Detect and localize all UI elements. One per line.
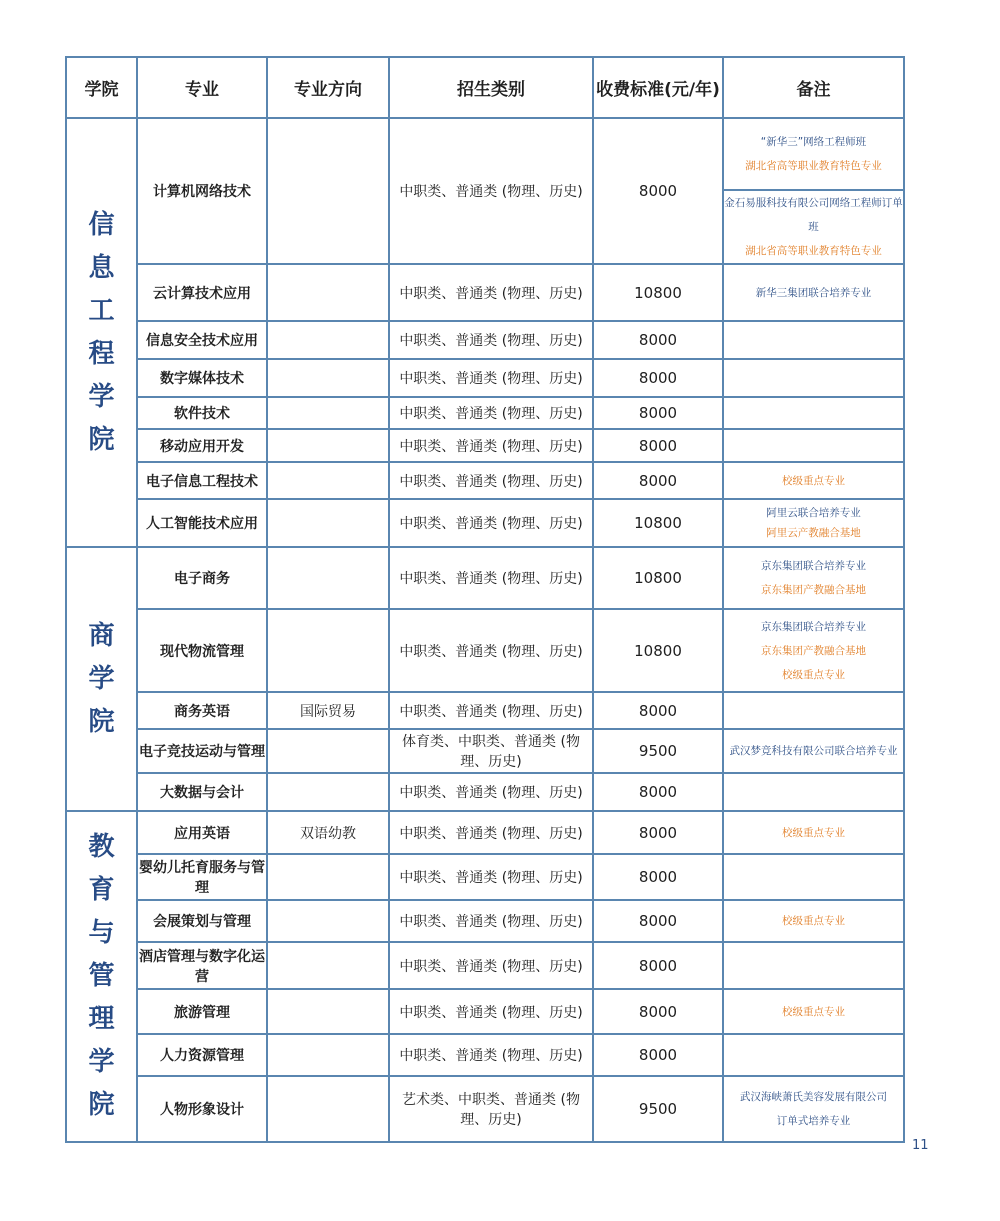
direction-cell xyxy=(267,429,389,462)
category-cell: 艺术类、中职类、普通类 (物理、历史) xyxy=(389,1076,593,1142)
note-cell xyxy=(723,547,904,609)
note-cell xyxy=(723,429,904,462)
note-cell xyxy=(723,900,904,942)
note-cell xyxy=(723,321,904,359)
header-major: 专业 xyxy=(137,57,267,118)
major-cell: 大数据与会计 xyxy=(137,773,267,811)
note-cell xyxy=(723,118,904,190)
note-line: 京东集团产教融合基地 xyxy=(761,584,866,596)
direction-cell xyxy=(267,499,389,547)
table-row xyxy=(66,499,904,547)
note-line: 京东集团联合培养专业 xyxy=(761,620,866,633)
direction-cell xyxy=(267,118,389,264)
category-cell: 中职类、普通类 (物理、历史) xyxy=(389,773,593,811)
major-cell: 婴幼儿托育服务与管理 xyxy=(137,854,267,900)
table-row xyxy=(66,118,904,190)
major-cell: 软件技术 xyxy=(137,397,267,429)
note-line: 京东集团产教融合基地 xyxy=(761,644,866,657)
direction-cell xyxy=(267,321,389,359)
header-fee: 收费标准(元/年) xyxy=(593,57,723,118)
note-cell xyxy=(723,773,904,811)
table-row xyxy=(66,811,904,854)
direction-cell xyxy=(267,1034,389,1076)
major-cell: 现代物流管理 xyxy=(137,609,267,692)
note-cell xyxy=(723,499,904,547)
note-cell xyxy=(723,190,904,264)
major-cell: 移动应用开发 xyxy=(137,429,267,462)
fee-cell: 9500 xyxy=(593,1076,723,1142)
major-cell: 会展策划与管理 xyxy=(137,900,267,942)
category-cell: 中职类、普通类 (物理、历史) xyxy=(389,397,593,429)
category-cell: 中职类、普通类 (物理、历史) xyxy=(389,499,593,547)
fee-cell: 9500 xyxy=(593,729,723,773)
table-row xyxy=(66,429,904,462)
table-row xyxy=(66,989,904,1034)
table-row xyxy=(66,321,904,359)
college-business: 商学院 xyxy=(66,547,137,811)
table-row xyxy=(66,900,904,942)
tuition-table xyxy=(65,56,905,1143)
category-cell: 中职类、普通类 (物理、历史) xyxy=(389,989,593,1034)
category-cell: 中职类、普通类 (物理、历史) xyxy=(389,264,593,321)
table-row xyxy=(66,397,904,429)
note-cell xyxy=(723,264,904,321)
fee-cell: 10800 xyxy=(593,547,723,609)
category-cell: 中职类、普通类 (物理、历史) xyxy=(389,1034,593,1076)
direction-cell xyxy=(267,854,389,900)
major-cell: 人力资源管理 xyxy=(137,1034,267,1076)
fee-cell: 8000 xyxy=(593,118,723,264)
table-row xyxy=(66,609,904,692)
fee-cell: 8000 xyxy=(593,854,723,900)
note-line: 阿里云产教融合基地 xyxy=(766,527,861,539)
major-cell: 电子商务 xyxy=(137,547,267,609)
note-cell xyxy=(723,609,904,692)
category-cell: 中职类、普通类 (物理、历史) xyxy=(389,609,593,692)
major-cell: 旅游管理 xyxy=(137,989,267,1034)
major-cell: 酒店管理与数字化运营 xyxy=(137,942,267,989)
fee-cell: 8000 xyxy=(593,359,723,397)
note-line: “新华三”网络工程师班 xyxy=(760,136,867,148)
note-line: 新华三集团联合培养专业 xyxy=(755,286,872,299)
direction-cell xyxy=(267,359,389,397)
direction-cell xyxy=(267,900,389,942)
fee-cell: 8000 xyxy=(593,397,723,429)
direction-cell xyxy=(267,264,389,321)
fee-cell: 8000 xyxy=(593,1034,723,1076)
note-line: 湖北省高等职业教育特色专业 xyxy=(745,160,882,172)
category-cell: 中职类、普通类 (物理、历史) xyxy=(389,547,593,609)
table-row xyxy=(66,547,904,609)
category-cell: 中职类、普通类 (物理、历史) xyxy=(389,321,593,359)
category-cell: 中职类、普通类 (物理、历史) xyxy=(389,462,593,499)
category-cell: 中职类、普通类 (物理、历史) xyxy=(389,900,593,942)
college-education-management: 教育与管理学院 xyxy=(66,811,137,1142)
fee-cell: 8000 xyxy=(593,692,723,729)
major-cell: 应用英语 xyxy=(137,811,267,854)
note-cell xyxy=(723,989,904,1034)
note-cell xyxy=(723,1034,904,1076)
category-cell: 体育类、中职类、普通类 (物理、历史) xyxy=(389,729,593,773)
major-cell: 人物形象设计 xyxy=(137,1076,267,1142)
table-row xyxy=(66,1076,904,1142)
major-cell: 数字媒体技术 xyxy=(137,359,267,397)
direction-cell xyxy=(267,729,389,773)
category-cell: 中职类、普通类 (物理、历史) xyxy=(389,429,593,462)
major-cell: 人工智能技术应用 xyxy=(137,499,267,547)
note-line: 订单式培养专业 xyxy=(776,1115,851,1127)
header-college: 学院 xyxy=(66,57,137,118)
fee-cell: 8000 xyxy=(593,773,723,811)
note-line: 校级重点专业 xyxy=(782,915,845,927)
table-row xyxy=(66,462,904,499)
table-row xyxy=(66,854,904,900)
fee-cell: 10800 xyxy=(593,499,723,547)
note-cell xyxy=(723,729,904,773)
direction-cell: 国际贸易 xyxy=(267,692,389,729)
note-cell xyxy=(723,462,904,499)
major-cell: 计算机网络技术 xyxy=(137,118,267,264)
header-direction: 专业方向 xyxy=(267,57,389,118)
fee-cell: 8000 xyxy=(593,321,723,359)
note-cell xyxy=(723,942,904,989)
category-cell: 中职类、普通类 (物理、历史) xyxy=(389,854,593,900)
table-row xyxy=(66,359,904,397)
table-row xyxy=(66,773,904,811)
fee-cell: 8000 xyxy=(593,462,723,499)
note-line: 京东集团联合培养专业 xyxy=(761,560,866,572)
direction-cell xyxy=(267,547,389,609)
table-row xyxy=(66,729,904,773)
note-line: 校级重点专业 xyxy=(782,668,845,681)
note-line: 校级重点专业 xyxy=(782,474,845,487)
note-cell xyxy=(723,854,904,900)
header-row xyxy=(66,57,904,118)
header-note: 备注 xyxy=(723,57,904,118)
fee-cell: 10800 xyxy=(593,609,723,692)
note-line: 校级重点专业 xyxy=(782,1005,845,1018)
major-cell: 信息安全技术应用 xyxy=(137,321,267,359)
table-row xyxy=(66,264,904,321)
direction-cell xyxy=(267,397,389,429)
direction-cell: 双语幼教 xyxy=(267,811,389,854)
fee-cell: 8000 xyxy=(593,811,723,854)
direction-cell xyxy=(267,942,389,989)
direction-cell xyxy=(267,989,389,1034)
direction-cell xyxy=(267,462,389,499)
note-line: 武汉海峡萧氏美容发展有限公司 xyxy=(740,1091,887,1103)
fee-cell: 8000 xyxy=(593,429,723,462)
category-cell: 中职类、普通类 (物理、历史) xyxy=(389,942,593,989)
major-cell: 云计算技术应用 xyxy=(137,264,267,321)
category-cell: 中职类、普通类 (物理、历史) xyxy=(389,692,593,729)
page-number: 11 xyxy=(912,1138,929,1153)
category-cell: 中职类、普通类 (物理、历史) xyxy=(389,359,593,397)
direction-cell xyxy=(267,1076,389,1142)
major-cell: 商务英语 xyxy=(137,692,267,729)
direction-cell xyxy=(267,773,389,811)
table-row xyxy=(66,942,904,989)
direction-cell xyxy=(267,609,389,692)
fee-cell: 8000 xyxy=(593,989,723,1034)
college-info-engineering: 信息工程学院 xyxy=(66,118,137,547)
note-line: 校级重点专业 xyxy=(782,826,845,839)
header-category: 招生类别 xyxy=(389,57,593,118)
table-row xyxy=(66,1034,904,1076)
table-row xyxy=(66,692,904,729)
note-cell xyxy=(723,811,904,854)
fee-cell: 8000 xyxy=(593,900,723,942)
category-cell: 中职类、普通类 (物理、历史) xyxy=(389,118,593,264)
note-cell xyxy=(723,692,904,729)
note-cell xyxy=(723,359,904,397)
major-cell: 电子竞技运动与管理 xyxy=(137,729,267,773)
fee-cell: 10800 xyxy=(593,264,723,321)
note-line: 金石易服科技有限公司网络工程师订单班 xyxy=(724,197,903,233)
note-line: 湖北省高等职业教育特色专业 xyxy=(745,245,882,257)
note-cell xyxy=(723,1076,904,1142)
note-line: 武汉梦竞科技有限公司联合培养专业 xyxy=(729,745,898,757)
category-cell: 中职类、普通类 (物理、历史) xyxy=(389,811,593,854)
major-cell: 电子信息工程技术 xyxy=(137,462,267,499)
fee-cell: 8000 xyxy=(593,942,723,989)
note-line: 阿里云联合培养专业 xyxy=(766,507,861,519)
note-cell xyxy=(723,397,904,429)
